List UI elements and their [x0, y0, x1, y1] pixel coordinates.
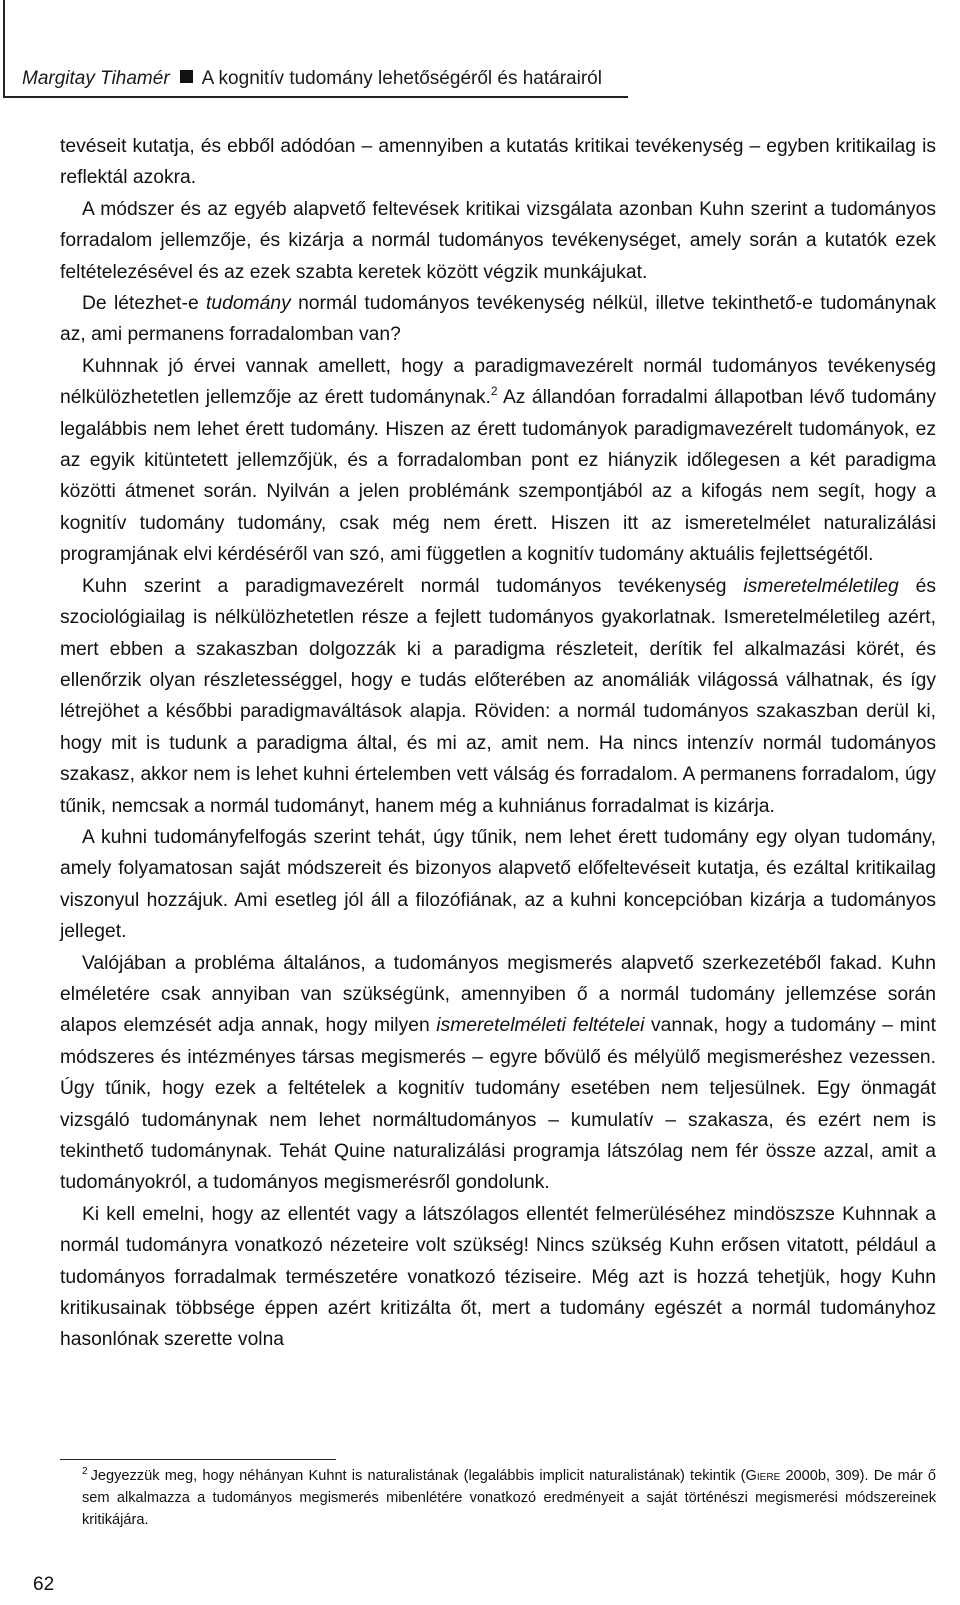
- text-run: 2000b, 309). De már ő sem alkalmazza a tudományos megismerés mibenlétére vonatkozó eredményeit a saját történészi megismerési módszereinek kritikájára.: [82, 1468, 937, 1528]
- text-run: A kuhni tudományfelfogás szerint tehát, úgy tűnik, nem lehet érett tudomány egy olyan tudomány, amely folyamatosan saját módszereit és bizonyos alapvető előfeltevéseit kutatja, és ezáltal kritikailag viszonyul hozzájuk. Ami esetleg jól áll a filozófiának, az a kuhni koncepcióban kizárja a tudományos jelleget.: [60, 826, 936, 943]
- body-text: [60, 131, 936, 1356]
- paragraph: [60, 194, 936, 288]
- cited-author: Giere: [745, 1468, 781, 1484]
- text-run: Valójában a probléma általános, a tudományos megismerés alapvető szerkezetéből fakad. Kuhn elméletére csak annyiban van szükségünk, amennyiben ő a normál tudomány jellemzése során alapos elemzését adja annak, hogy milyen: [60, 952, 936, 1037]
- text-run: A módszer és az egyéb alapvető feltevések kritikai vizsgálata azonban Kuhn szerint a tudományos forradalom jellemzője, és kizárja a normál tudományos tevékenységet, amely során a kutatók ezek feltételezésével és az ezek szabta keretek között végzik munkájukat.: [60, 198, 936, 283]
- header-rule: [3, 96, 628, 98]
- text-run: és szociológiailag is nélkülözhetetlen része a fejlett tudományos gyakorlatnak. Ismeretelméletileg azért, mert ebben a szakaszban dolgozzák ki a paradigma részleteit, derítik fel alkalmazási körét, és ellenőrzik olyan részletességgel, hogy e tudás előterében az anomáliák világossá válhatnak, és így létrejöhet a későbbi paradigmaváltások alapja. Röviden: a normál tudományos szakaszban derül ki, hogy mit is tudunk a paradigma által, és mi az, amit nem. Ha nincs intenzív normál tudományos szakasz, akkor nem is lehet kuhni értelemben vett válság és forradalom. A permanens forradalom, úgy tűnik, nemcsak a normál tudományt, hanem még a kuhniánus forradalmat is kizárja.: [60, 575, 936, 817]
- footnote-marker: 2: [82, 1466, 88, 1477]
- paragraph: [60, 571, 936, 822]
- emphasis: ismeretelméleti feltételei: [436, 1015, 645, 1037]
- text-run: tevéseit kutatja, és ebből adódóan – amennyiben a kutatás kritikai tevékenység – egyben kritikailag is reflektál azokra.: [60, 136, 936, 189]
- separator-square-icon: [180, 70, 193, 83]
- footnote-marker: 2: [490, 384, 498, 399]
- running-head: [22, 68, 602, 90]
- text-run: Az állandóan forradalmi állapotban lévő tudomány legalábbis nem lehet érett tudomány. Hiszen az érett tudományok paradigmavezérelt tudományok, ez az egyik kitüntetett jellemzőjük, és a forradalomban pont ez hiányzik időlegesen a két paradigma közötti átmenet során. Nyilván a jelen problémánk szempontjából az a kifogás nem segít, hogy a kognitív tudomány tudomány, csak még nem érett. Hiszen itt az ismeretelmélet naturalizálási programjának elvi kérdéséről van szó, ami független a kognitív tudomány aktuális fejlettségétől.: [60, 387, 936, 566]
- text-run: Ki kell emelni, hogy az ellentét vagy a látszólagos ellentét felmerüléséhez mindöszsze Kuhnnak a normál tudományra vonatkozó nézeteire volt szükség! Nincs szükség Kuhn erősen vitatott, például a tudományos forradalmak természetére vonatkozó téziseire. Még azt is hozzá tehetjük, hogy Kuhn kritikusainak többsége éppen azért kritizálta őt, mert a tudomány egészét a normál tudományhoz hasonlónak szerette volna: [60, 1203, 936, 1351]
- footnote: [82, 1465, 936, 1531]
- running-head-title: A kognitív tudomány lehetőségéről és határairól: [201, 68, 602, 89]
- paragraph: [60, 131, 936, 194]
- paragraph: [60, 948, 936, 1199]
- text-run: vannak, hogy a tudomány – mint módszeres és intézményes társas megismerés – egyre bővülő és mélyülő megismeréshez vezessen. Úgy tűnik, hogy ezek a feltételek a kognitív tudomány esetében nem teljesülnek. Egy önmagát vizsgáló tudománynak nem lehet normáltudományos – kumulatív – szakasza, és ezért nem is tekinthető tudománynak. Tehát Quine naturalizálási programja látszólag nem fér össze azzal, amit a tudományokról, a tudományos megismerésről gondolunk.: [60, 1015, 937, 1194]
- text-run: Kuhnnak jó érvei vannak amellett, hogy a paradigmavezérelt normál tudományos tevékenység nélkülözhetetlen jellemzője az érett tudománynak.: [60, 355, 936, 409]
- emphasis: tudomány: [206, 293, 291, 315]
- footnote-rule: [60, 1459, 336, 1460]
- text-run: Kuhn szerint a paradigmavezérelt normál tudományos tevékenység: [82, 575, 744, 597]
- page-number: 62: [33, 1574, 55, 1595]
- paragraph: [60, 822, 936, 948]
- paragraph: [60, 288, 936, 351]
- text-run: De létezhet-e: [82, 293, 207, 315]
- text-run: Jegyezzük meg, hogy néhányan Kuhnt is naturalistának (legalábbis implicit naturalistának) tekintik (: [90, 1468, 746, 1484]
- margin-line: [3, 0, 5, 98]
- emphasis: ismeretelméletileg: [743, 575, 899, 597]
- running-head-author: Margitay Tihamér: [22, 68, 170, 89]
- paragraph: [60, 351, 936, 571]
- text-run: normál tudományos tevékenység nélkül, illetve tekinthető-e tudománynak az, ami permanens forradalomban van?: [60, 293, 936, 346]
- paragraph: [60, 1199, 936, 1356]
